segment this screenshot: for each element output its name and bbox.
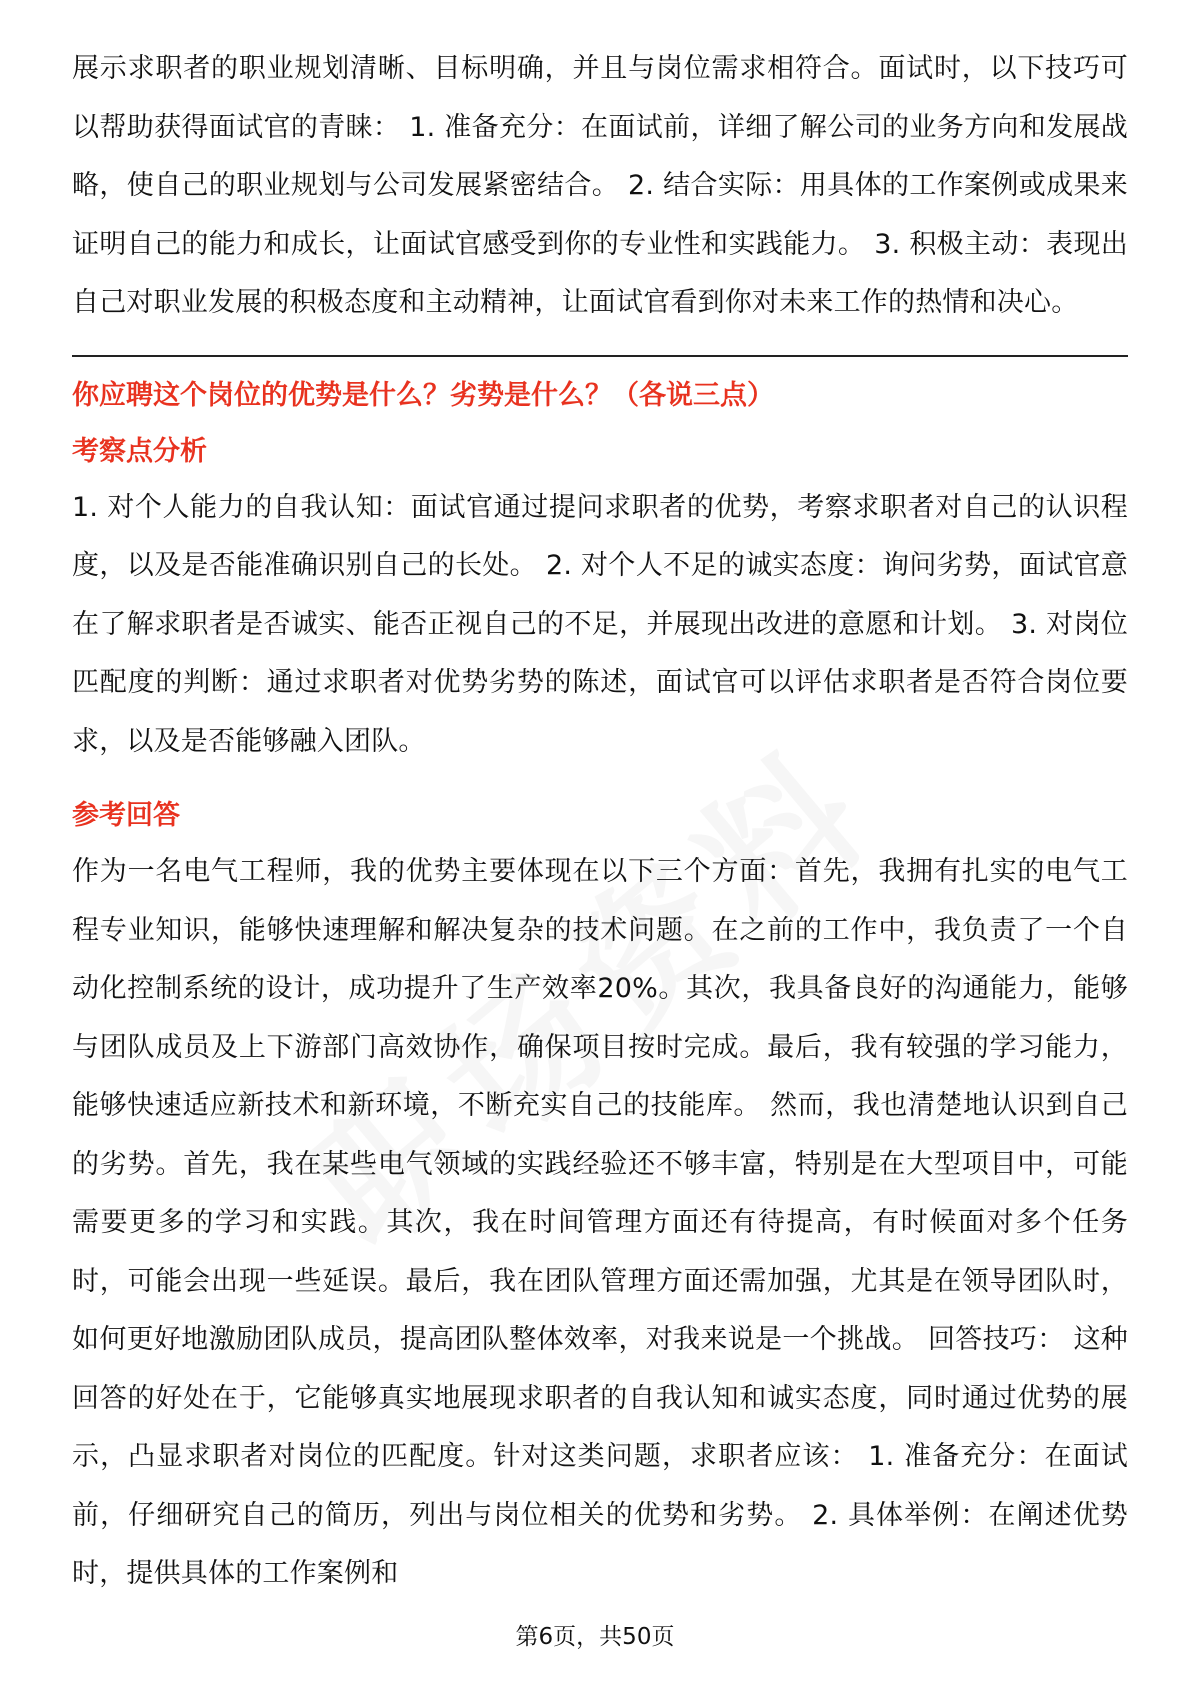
- analysis-heading: 考察点分析: [72, 435, 207, 467]
- reference-heading: 参考回答: [72, 800, 180, 831]
- intro-paragraph: 展示求职者的职业规划清晰、目标明确，并且与岗位需求相符合。面试时，以下技巧可以帮助获得面试官的青睐： 1. 准备充分：在面试前，详细了解公司的业务方向和发展战略，使自己的职业规划与公司发展紧密结合。 2. 结合实际：用具体的工作案例或成果来证明自己的能力和成长，让面试官感受到你的专业性和实践能力。 3. 积极主动：表现出自己对职业发展的积极态度和主动精神，让面试官看到你对未来工作的热情和决心。: [72, 53, 1128, 318]
- document-page: [72, 40, 1128, 1604]
- section-divider: [72, 355, 1128, 357]
- question-title: 你应聘这个岗位的优势是什么？劣势是什么？（各说三点）: [72, 379, 774, 411]
- analysis-paragraph: 1. 对个人能力的自我认知：面试官通过提问求职者的优势，考察求职者对自己的认识程度，以及是否能准确识别自己的长处。 2. 对个人不足的诚实态度：询问劣势，面试官意在了解求职者是否诚实、能否正视自己的不足，并展现出改进的意愿和计划。 3. 对岗位匹配度的判断：通过求职者对优势劣势的陈述，面试官可以评估求职者是否符合岗位要求，以及是否能够融入团队。: [72, 491, 1128, 757]
- page-number: 第6页，共50页: [515, 1624, 675, 1650]
- reference-paragraph: 作为一名电气工程师，我的优势主要体现在以下三个方面：首先，我拥有扎实的电气工程专业知识，能够快速理解和解决复杂的技术问题。在之前的工作中，我负责了一个自动化控制系统的设计，成功提升了生产效率20%。其次，我具备良好的沟通能力，能够与团队成员及上下游部门高效协作，确保项目按时完成。最后，我有较强的学习能力，能够快速适应新技术和新环境，不断充实自己的技能库。 然而，我也清楚地认识到自己的劣势。首先，我在某些电气领域的实践经验还不够丰富，特别是在大型项目中，可能需要更多的学习和实践。其次，我在时间管理方面还有待提高，有时候面对多个任务时，可能会出现一些延误。最后，我在团队管理方面还需加强，尤其是在领导团队时，如何更好地激励团队成员，提高团队整体效率，对我来说是一个挑战。 回答技巧： 这种回答的好处在于，它能够真实地展现求职者的自我认知和诚实态度，同时通过优势的展示，凸显求职者对岗位的匹配度。针对这类问题，求职者应该： 1. 准备充分：在面试前，仔细研究自己的简历，列出与岗位相关的优势和劣势。 2. 具体举例：在阐述优势时，提供具体的工作案例和: [72, 856, 1128, 1589]
